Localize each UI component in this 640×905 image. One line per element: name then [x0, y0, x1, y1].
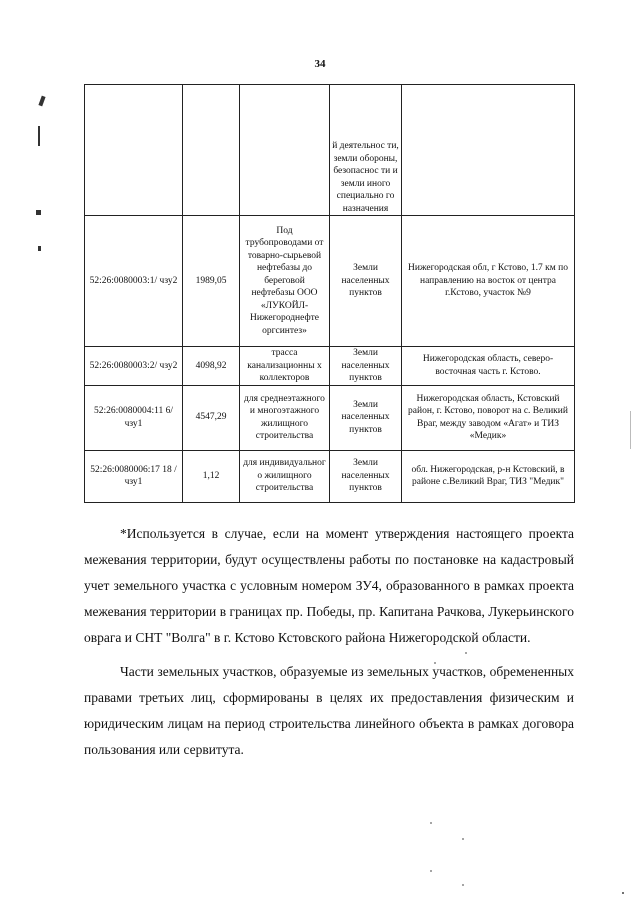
address-cell: Нижегородская область, Кстовский район, г. Кстово, поворот на с. Великий Враг, между заводом «Агат» и ТИЗ «Медик» — [402, 385, 575, 450]
scan-mark — [36, 210, 41, 215]
scan-speck — [434, 662, 436, 664]
table-row — [85, 347, 575, 386]
area-cell: 1989,05 — [183, 216, 240, 347]
area-cell — [183, 85, 240, 216]
paragraph: Части земельных участков, образуемые из земельных участков, обремененных правами третьих лиц, сформированы в целях их предоставления физическим и юридическим лицам на период строительства линейного объекта в рамках договора пользования или сервитута. — [84, 664, 574, 757]
body-text — [84, 521, 574, 763]
cadastral-number-cell: 52:26:0080003:1/ чзу2 — [85, 216, 183, 347]
scan-speck — [462, 884, 464, 886]
purpose-cell: Под трубопроводами от товарно-сырьевой нефтебазы до береговой нефтебазы ООО «ЛУКОЙЛ-Нижегороднефте оргсинтез» — [240, 216, 330, 347]
scan-speck — [622, 892, 624, 894]
table-row — [85, 216, 575, 347]
purpose-cell: для индивидуальног о жилищного строительства — [240, 450, 330, 502]
scan-mark — [38, 246, 41, 251]
page-number: 34 — [314, 58, 326, 70]
scan-speck — [430, 822, 432, 824]
land-category-cell: й деятельнос ти, земли обороны, безопаснос ти и земли иного специально го назначения — [330, 85, 402, 216]
land-category-cell: Земли населенных пунктов — [330, 347, 402, 386]
address-cell: Нижегородская область, северо-восточная часть г. Кстово. — [402, 347, 575, 386]
land-category-cell: Земли населенных пунктов — [330, 450, 402, 502]
area-cell: 4547,29 — [183, 385, 240, 450]
area-cell: 1,12 — [183, 450, 240, 502]
purpose-cell — [240, 85, 330, 216]
address-cell — [402, 85, 575, 216]
scan-mark — [38, 126, 40, 146]
cadastral-number-cell: 52:26:0080003:2/ чзу2 — [85, 347, 183, 386]
scan-speck — [465, 652, 467, 654]
scan-mark — [38, 96, 45, 107]
scan-speck — [430, 870, 432, 872]
scan-mark — [630, 411, 631, 449]
table-row — [85, 85, 575, 216]
address-cell: обл. Нижегородская, р-н Кстовский, в районе с.Великий Враг, ТИЗ "Медик" — [402, 450, 575, 502]
cadastral-number-cell — [85, 85, 183, 216]
purpose-cell: трасса канализационны х коллекторов — [240, 347, 330, 386]
address-cell: Нижегородская обл, г Кстово, 1.7 км по направлению на восток от центра г.Кстово, участок №9 — [402, 216, 575, 347]
footnote-paragraph: *Используется в случае, если на момент утверждения настоящего проекта межевания территории, будут осуществлены работы по постановке на кадастровый учет земельного участка с условным номером ЗУ4, образованного в рамках проекта межевания территории в границах пр. Победы, пр. Капитана Рачкова, Лукерьинского оврага и СНТ "Волга" в г. Кстово Кстовского района Нижегородской области. — [84, 526, 574, 645]
table-row — [85, 450, 575, 502]
purpose-cell: для среднеэтажного и многоэтажного жилищного строительства — [240, 385, 330, 450]
table-row — [85, 385, 575, 450]
scan-speck — [462, 838, 464, 840]
area-cell: 4098,92 — [183, 347, 240, 386]
cadastral-number-cell: 52:26:0080006:17 18 /чзу1 — [85, 450, 183, 502]
land-category-cell: Земли населенных пунктов — [330, 385, 402, 450]
cadastral-number-cell: 52:26:0080004:11 6/чзу1 — [85, 385, 183, 450]
land-category-cell: Земли населенных пунктов — [330, 216, 402, 347]
land-plots-table — [84, 84, 575, 503]
